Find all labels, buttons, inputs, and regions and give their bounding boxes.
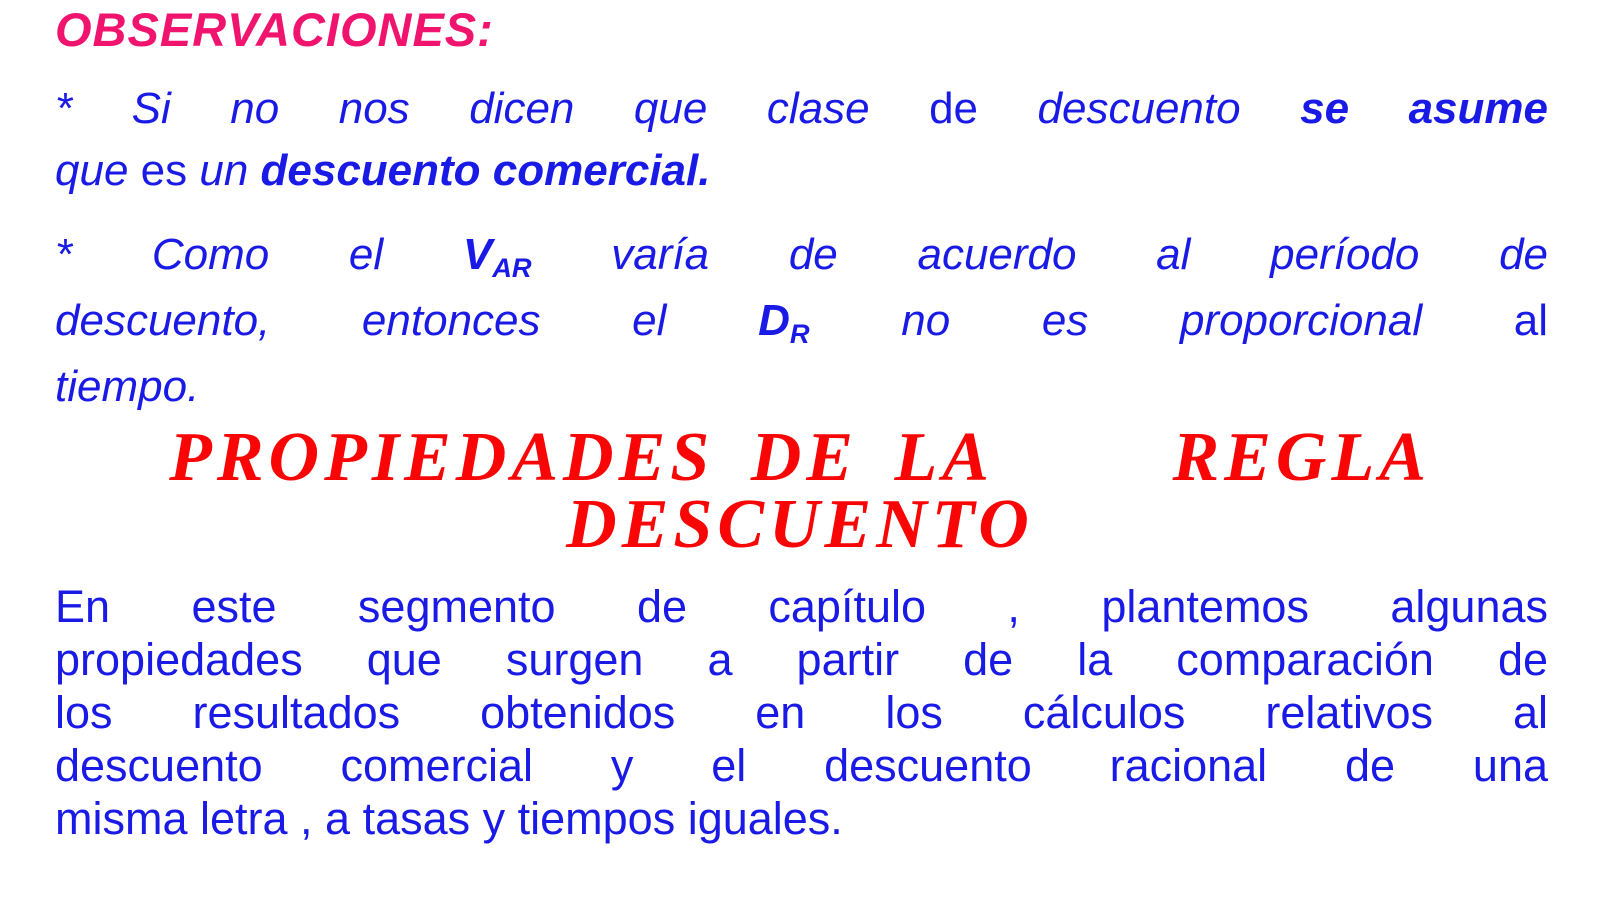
text-line: [55, 140, 1548, 202]
text-line: [55, 739, 1548, 792]
text-line: [55, 224, 1548, 290]
text-line: [55, 78, 1548, 140]
text-run: se asume: [1300, 84, 1548, 133]
text-run: varía de acuerdo al período de: [531, 230, 1549, 279]
text-run: descuento: [978, 84, 1301, 133]
section-title-line1: PROPIEDADES DE LA REGLA: [169, 419, 1431, 496]
text-run: descuento comercial y el descuento racional de una: [55, 740, 1548, 791]
text-run: D: [758, 296, 790, 345]
text-run: En este segmento de capítulo , plantemos algunas: [55, 581, 1548, 632]
text-run: AR: [492, 251, 532, 283]
text-run: misma letra , a tasas y tiempos iguales.: [55, 793, 843, 844]
text-run: los resultados obtenidos en los cálculos relativos al: [55, 687, 1548, 738]
paragraph-var-dr-no-proporcional: [55, 224, 1548, 417]
text-run: * Si no nos dicen que clase: [55, 84, 930, 133]
text-run: que: [55, 146, 141, 195]
paragraph-descuento-comercial-asumido: [55, 78, 1548, 202]
heading-observaciones: OBSERVACIONES:: [55, 3, 494, 56]
text-line: [55, 792, 1548, 845]
text-run: al: [1513, 296, 1548, 345]
text-run: V: [462, 230, 493, 279]
text-run: un: [187, 146, 261, 195]
text-line: [55, 633, 1548, 686]
text-line: [55, 686, 1548, 739]
text-run: descuento comercial.: [260, 146, 711, 195]
text-run: es: [140, 146, 188, 195]
text-run: * Como el: [55, 230, 463, 279]
text-run: de: [929, 84, 979, 133]
text-line: [55, 290, 1548, 356]
section-title-line2: DESCUENTO: [566, 486, 1034, 563]
text-run: tiempo.: [55, 362, 200, 411]
text-line: [55, 356, 1548, 417]
text-run: descuento, entonces el: [55, 296, 759, 345]
text-run: R: [789, 317, 810, 349]
text-run: propiedades que surgen a partir de la comparación de: [55, 634, 1548, 685]
section-title-propiedades-regla-descuento: [0, 419, 1600, 563]
paragraph-intro-propiedades: [55, 580, 1548, 845]
text-run: no es proporcional: [809, 296, 1514, 345]
text-line: [55, 580, 1548, 633]
